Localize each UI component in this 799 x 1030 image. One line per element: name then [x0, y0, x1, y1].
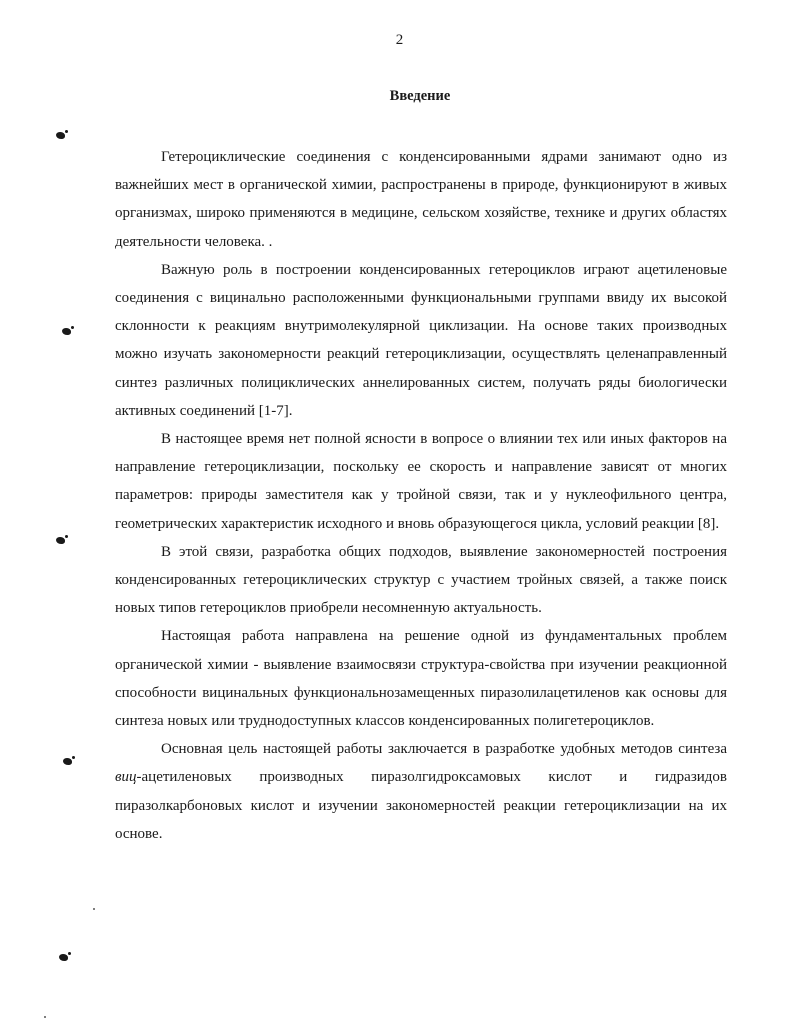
scan-mark-icon	[59, 954, 68, 961]
paragraph-5: Настоящая работа направлена на решение одной из фундаментальных проблем органической химии - выявление взаимосвязи структура-свойства при изучении реакционной способности вицинальных функциональнозамещенных пиразолилацетиленов как основы для синтеза новых или труднодоступных классов конденсированных полигетероциклов.	[115, 628, 727, 730]
paragraph-6-start: Основная цель настоящей работы заключается в разработке удобных методов синтеза	[161, 741, 727, 758]
paragraph-3: В настоящее время нет полной ясности в вопросе о влиянии тех или иных факторов на направление гетероциклизации, поскольку ее скорость и направление зависят от многих параметров: природы заместителя как у тройной связи, так и у нуклеофильного центра, геометрических характеристик исходного и вновь образующегося цикла, условий реакции [8].	[115, 431, 727, 532]
paragraph-1: Гетероциклические соединения с конденсированными ядрами занимают одно из важнейших мест в органической химии, распространены в природе, функционируют в живых организмах, широко применяются в медицине, сельском хозяйстве, технике и других областях деятельности человека. .	[115, 149, 727, 250]
page-number: 2	[395, 32, 404, 48]
scan-mark-icon	[62, 328, 71, 335]
scan-mark-icon	[56, 132, 65, 139]
scan-mark-icon	[56, 537, 65, 544]
section-heading: Введение	[389, 88, 451, 104]
paragraph-6	[115, 735, 727, 848]
scan-dot-icon	[93, 908, 95, 910]
paragraph-2: Важную роль в построении конденсированных гетероциклов играют ацетиленовые соединения с вицинально расположенными функциональными группами ввиду их высокой склонности к реакциям внутримолекулярной циклизации. На основе таких производных можно изучать закономерности реакций гетероциклизации, осуществлять целенаправленный синтез различных полициклических аннелированных систем, получать ряды биологически активных соединений [1-7].	[115, 261, 727, 419]
scan-mark-icon	[63, 758, 72, 765]
scan-dot-icon	[44, 1016, 46, 1018]
paragraph-6-end: -ацетиленовых производных пиразолгидроксамовых кислот и гидразидов пиразолкарбоновых кислот и изучении закономерностей реакции гетероциклизации на их основе.	[115, 769, 727, 842]
paragraph-6-italic: виц	[115, 769, 137, 786]
body-text	[115, 143, 727, 848]
paragraph-4: В этой связи, разработка общих подходов, выявление закономерностей построения конденсированных гетероциклических структур с участием тройных связей, а также поиск новых типов гетероциклов приобрели несомненную актуальность.	[115, 543, 727, 617]
